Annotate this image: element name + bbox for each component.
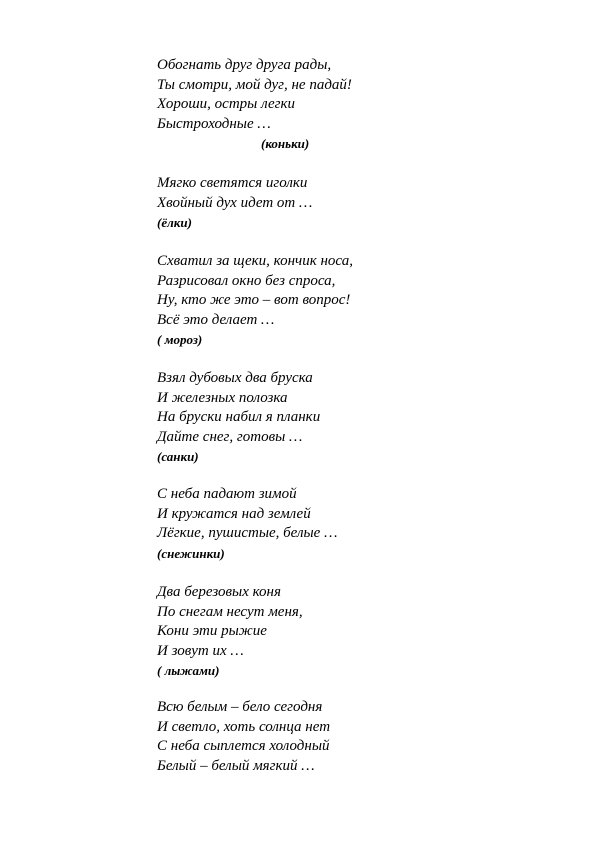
riddle-line: Кони эти рыжие (157, 623, 267, 639)
riddle-line: Два березовых коня (157, 584, 281, 600)
riddle-line: С неба сыплется холодный (157, 738, 330, 754)
riddle-line: И зовут их … (157, 642, 244, 659)
riddle-answer: (коньки) (261, 136, 310, 151)
riddle-line: Ну, кто же это – вот вопрос! (157, 292, 351, 308)
riddle-line: Дайте снег, готовы … (157, 428, 303, 445)
riddle-line: И железных полозка (157, 389, 288, 406)
riddle-line: Разрисовал окно без спроса, (157, 272, 336, 289)
riddle-answer: (санки) (157, 449, 199, 464)
riddle-line: Быстроходные … (157, 115, 271, 132)
riddle-answer: ( лыжами) (157, 663, 220, 678)
riddle-line: И светло, хоть солнца нет (157, 718, 331, 735)
riddle-line: Схватил за щеки, кончик носа, (157, 253, 353, 269)
riddle-snowflakes (157, 485, 517, 563)
riddle-frost (157, 252, 517, 350)
riddle-line: Хвойный дух идет от … (157, 194, 313, 211)
riddle-sled (157, 369, 517, 467)
riddle-line: Всю белым – бело сегодня (157, 699, 323, 715)
riddle-answer: (ёлки) (157, 215, 192, 230)
riddle-skis (157, 583, 517, 681)
riddle-line: На бруски набил я планки (157, 409, 321, 425)
riddle-answer: ( мороз) (157, 332, 203, 347)
riddle-line: С неба падают зимой (157, 486, 297, 502)
riddle-line: Ты смотри, мой дуг, не падай! (157, 76, 352, 93)
riddle-line: По снегам несут меня, (157, 603, 303, 620)
riddle-line: Всё это делает … (157, 311, 275, 328)
riddle-line: И кружатся над землей (157, 505, 311, 522)
riddle-answer: (снежинки) (157, 545, 225, 561)
riddle-line: Взял дубовых два бруска (157, 370, 313, 386)
riddle-line: Мягко светятся иголки (157, 175, 308, 191)
riddle-line: Белый – белый мягкий … (157, 757, 315, 774)
riddle-snow (157, 698, 517, 776)
riddle-line: Лёгкие, пушистые, белые … (157, 525, 338, 541)
riddle-line: Обогнать друг друга рады, (157, 57, 332, 73)
riddle-line: Хороши, остры легки (157, 96, 296, 112)
riddle-skates (157, 56, 517, 154)
riddle-fir-tree (157, 174, 517, 233)
